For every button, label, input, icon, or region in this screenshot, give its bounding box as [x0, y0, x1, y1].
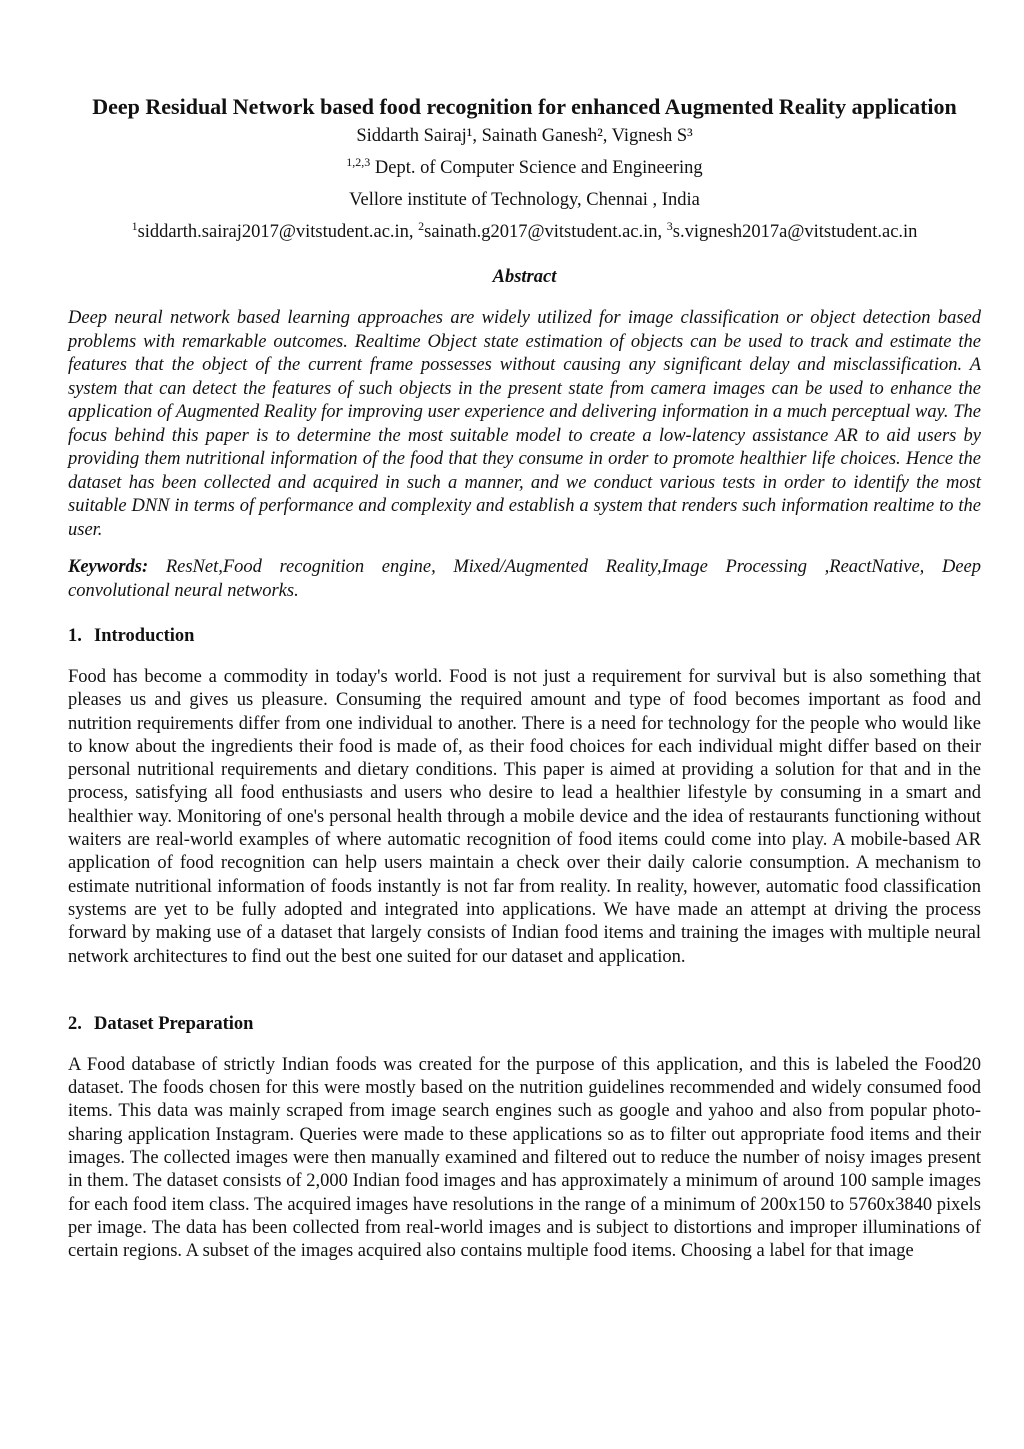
- section-number: 1.: [68, 626, 82, 646]
- keywords-label: Keywords:: [68, 557, 149, 577]
- email-superscript-3: 3: [666, 219, 673, 233]
- keywords-text: ResNet,Food recognition engine, Mixed/Augmented Reality,Image Processing ,ReactNative, Deep convolutional neural networks.: [68, 557, 981, 601]
- keywords-paragraph: [68, 556, 981, 603]
- author-list: Siddarth Sairaj¹, Sainath Ganesh², Vignesh S³: [356, 126, 693, 146]
- section-title: Dataset Preparation: [94, 1013, 254, 1034]
- section-heading-dataset-preparation: [68, 1012, 981, 1036]
- section-heading-introduction: [68, 624, 981, 648]
- institution-line: Vellore institute of Technology, Chennai , India: [349, 190, 700, 210]
- dataset-preparation-paragraph: A Food database of strictly Indian foods was created for the purpose of this application, and this is labeled the Food20 dataset. The foods chosen for this were mostly based on the nutrition guidelines recommended and widely consumed food items. This data was mainly scraped from image search engines such as google and yahoo and also from popular photo-sharing application Instagram. Queries were made to these applications so as to filter out appropriate food items and their images. The collected images were then manually examined and filtered out to reduce the number of noisy images present in them. The dataset consists of 2,000 Indian food images and has approximately a minimum of around 100 sample images for each food item class. The acquired images have resolutions in the range of a minimum of 200x150 to 5760x3840 pixels per image. The data has been collected from real-world images and is subject to distortions and improper illuminations of certain regions. A subset of the images acquired also contains multiple food items. Choosing a label for that image: [68, 1054, 981, 1262]
- email-line: [68, 220, 981, 244]
- paper-page: [68, 92, 981, 1264]
- email-address-1: siddarth.sairaj2017@vitstudent.ac.in,: [137, 222, 419, 242]
- email-address-3: s.vignesh2017a@vitstudent.ac.in: [672, 222, 918, 242]
- abstract-text: Deep neural network based learning approaches are widely utilized for image classification or object detection based problems with remarkable outcomes. Realtime Object state estimation of objects can be used to track and estimate the features that the object of the current frame possesses without causing any significant delay and misclassification. A system that can detect the features of such objects in the present state from camera images can be used to enhance the application of Augmented Reality for improving user experience and delivering information in a much perceptual way. The focus behind this paper is to determine the most suitable model to create a low-latency assistance AR to aid users by providing them nutritional information of the food that they consume in order to promote healthier life choices. Hence the dataset has been collected and acquired in such a manner, and we conduct various tests in order to identify the most suitable DNN in terms of performance and complexity and establish a system that renders such information realtime to the user.: [68, 308, 981, 540]
- affiliation-superscript: 1,2,3: [346, 155, 371, 169]
- department-name: Dept. of Computer Science and Engineering: [370, 158, 703, 178]
- department-line: [68, 156, 981, 180]
- email-superscript-2: 2: [418, 219, 425, 233]
- paper-title: Deep Residual Network based food recognition for enhanced Augmented Reality application: [92, 94, 957, 119]
- section-title: Introduction: [94, 626, 195, 646]
- email-superscript-1: 1: [131, 219, 138, 233]
- introduction-paragraph: Food has become a commodity in today's world. Food is not just a requirement for survival but is also something that pleases us and gives us pleasure. Consuming the required amount and type of food becomes important as food and nutrition requirements differ from one individual to another. There is a need for technology for the people who would like to know about the ingredients their food is made of, as their food choices for each individual might differ based on their personal nutritional requirements and dietary conditions. This paper is aimed at providing a solution for that and in the process, satisfying all food enthusiasts and users who desire to lead a healthier lifestyle by consuming in a smart and healthier way. Monitoring of one's personal health through a mobile device and the idea of restaurants functioning without waiters are real-world examples of where automatic recognition of food items could come into play. A mobile-based AR application of food recognition can help users maintain a check over their daily calorie consumption. A mechanism to estimate nutritional information of foods instantly is not far from reality. In reality, however, automatic food classification systems are yet to be fully adopted and integrated into applications. We have made an attempt at driving the process forward by making use of a dataset that largely consists of Indian food items and training the images with multiple neural network architectures to find out the best one suited for our dataset and application.: [68, 667, 981, 967]
- email-address-2: sainath.g2017@vitstudent.ac.in,: [424, 222, 667, 242]
- section-number: 2.: [68, 1013, 82, 1034]
- abstract-heading: Abstract: [492, 267, 557, 287]
